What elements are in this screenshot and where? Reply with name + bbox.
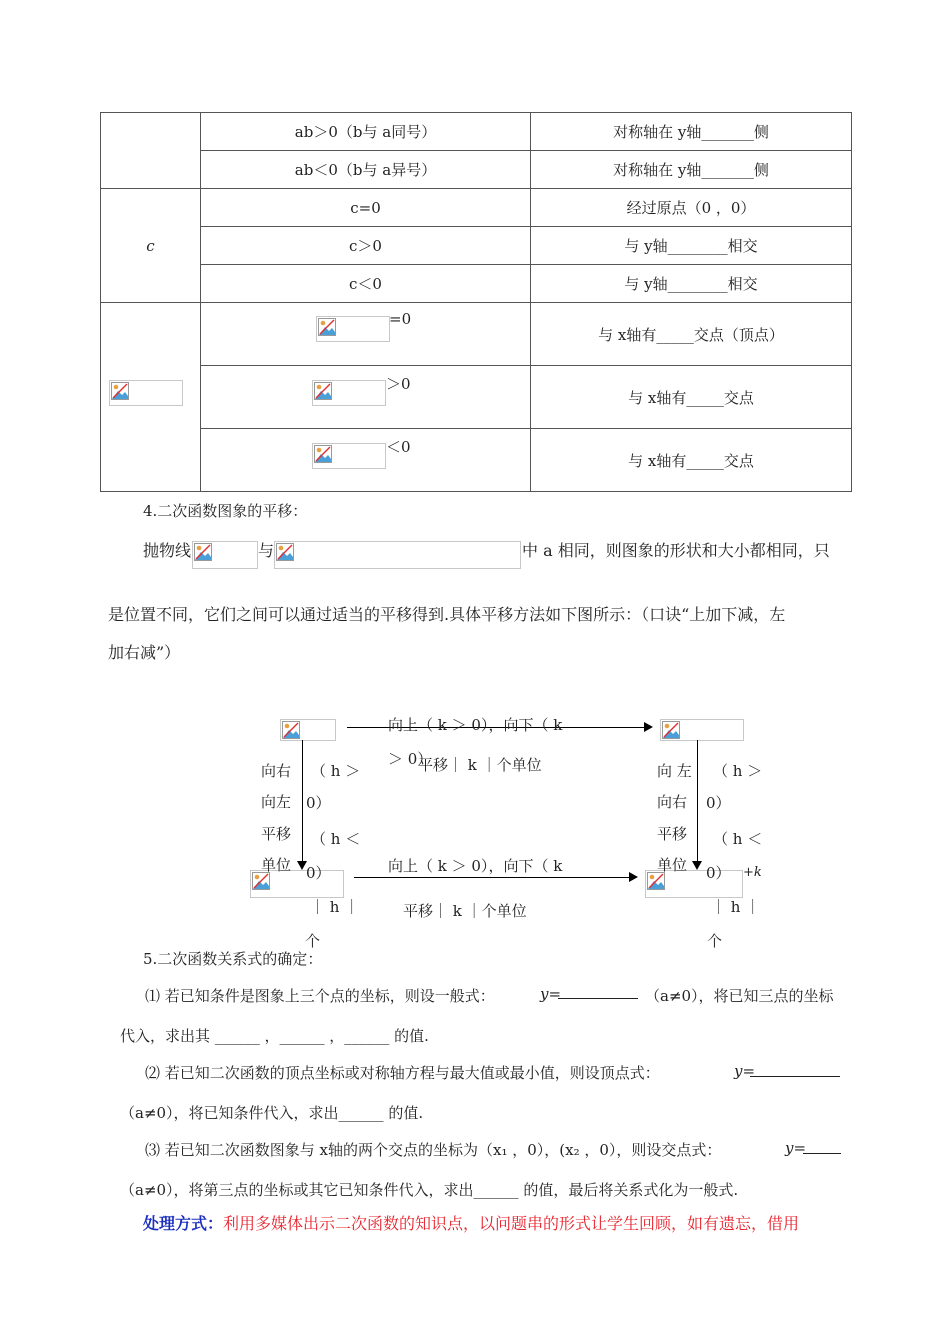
paragraph-text: 代入，求出其 ______ ，______ ，______ 的值. <box>120 1027 429 1045</box>
side-label: （ h ＜ <box>713 830 763 848</box>
table-cell: 对称轴在 y轴_______侧 <box>531 113 852 151</box>
formula-image <box>316 316 390 342</box>
broken-image-icon <box>276 543 294 561</box>
side-label: 平移 <box>657 825 688 843</box>
side-label: 0） <box>306 794 331 812</box>
table-cell: 与 y轴________相交 <box>531 227 852 265</box>
paragraph-text: 与 <box>258 541 275 560</box>
broken-image-icon <box>662 721 680 739</box>
arrow-down <box>697 740 698 862</box>
arrow-label: 向上（ k ＞ 0），向下（ k <box>388 857 563 875</box>
blank-line <box>750 1076 840 1077</box>
side-label: （ h ＜ <box>311 830 361 848</box>
table-cell: 与 y轴________相交 <box>531 265 852 303</box>
arrow-label: ＞ 0） <box>388 750 433 768</box>
side-label: （ h ＞ <box>311 762 361 780</box>
table-cell: 与 x轴有_____交点（顶点） <box>531 303 852 366</box>
paragraph-text: 抛物线 <box>143 541 192 560</box>
side-label: +k <box>743 865 762 880</box>
table-cell-empty <box>101 113 201 189</box>
table-cell: c＜0 <box>201 265 531 303</box>
broken-image-icon <box>194 543 212 561</box>
paragraph-text: ⑵ 若已知二次函数的顶点坐标或对称轴方程与最大值或最小值，则设顶点式： <box>145 1064 660 1082</box>
paragraph-text: 是位置不同，它们之间可以通过适当的平移得到.具体平移方法如下图所示：（口诀“上加下减，左 <box>108 605 786 624</box>
side-label: 0） <box>706 794 731 812</box>
condition-suffix: =0 <box>389 310 412 328</box>
table-cell: 与 x轴有_____交点 <box>531 366 852 429</box>
side-label: 向右 <box>261 762 292 780</box>
broken-image-icon <box>314 382 332 400</box>
side-label: 个 <box>707 932 723 950</box>
formula-image <box>660 719 744 741</box>
formula-image <box>312 443 386 469</box>
side-label: 0） <box>706 864 731 882</box>
arrowhead <box>692 861 702 870</box>
paragraph-text: y= <box>734 1062 756 1080</box>
side-label: 单位 <box>657 856 688 874</box>
note-text: 利用多媒体出示二次函数的知识点，以问题串的形式让学生回顾，如有遗忘，借用 <box>223 1214 800 1233</box>
formula-image <box>280 719 336 741</box>
arrow-down <box>302 740 303 862</box>
table-cell: ab＜0（b与 a异号） <box>201 151 531 189</box>
side-label: 单位 <box>261 856 292 874</box>
table-cell: 经过原点（0 ，0） <box>531 189 852 227</box>
side-label: 向右 <box>657 793 688 811</box>
side-label: 个 <box>305 932 321 950</box>
condition-suffix: ＞0 <box>386 375 411 393</box>
section-heading: 5.二次函数关系式的确定： <box>143 950 323 968</box>
side-label: 向 左 <box>657 762 692 780</box>
paragraph-text: 加右减”） <box>108 643 181 662</box>
arrow-label: 平移｜ k ｜个单位 <box>418 756 542 774</box>
table-cell: ab＞0（b与 a同号） <box>201 113 531 151</box>
broken-image-icon <box>314 445 332 463</box>
condition-suffix: ＜0 <box>386 438 411 456</box>
side-label: 向左 <box>261 793 292 811</box>
arrow-label: 向上（ k ＞ 0），向下（ k <box>388 716 563 734</box>
paragraph-text: 中 a 相同，则图象的形状和大小都相同，只 <box>522 541 830 560</box>
discriminant-image <box>109 380 183 406</box>
blank-line <box>558 998 638 999</box>
note-label: 处理方式： <box>143 1214 224 1233</box>
table-cell-c: c <box>101 189 201 303</box>
arrowhead <box>629 872 638 882</box>
formula-image <box>192 541 258 569</box>
arrow-label: 平移｜ k ｜个单位 <box>403 902 527 920</box>
table-cell: c=0 <box>201 189 531 227</box>
paragraph-text: ⑶ 若已知二次函数图象与 x轴的两个交点的坐标为（x₁ ，0），(x₂ ，0），则设交点式： <box>145 1141 722 1159</box>
side-label: ｜ h ｜ <box>711 898 761 916</box>
formula-image <box>312 380 386 406</box>
paragraph-text: （a≠0），将第三点的坐标或其它已知条件代入，求出______ 的值，最后将关系式化为一般式. <box>120 1181 739 1199</box>
arrowhead <box>644 722 653 732</box>
properties-table <box>100 112 852 492</box>
paragraph-text: ⑴ 若已知条件是图象上三个点的坐标，则设一般式： <box>145 987 495 1005</box>
blank-line <box>803 1153 841 1154</box>
section-heading: 4.二次函数图象的平移： <box>143 502 308 520</box>
table-cell: 对称轴在 y轴_______侧 <box>531 151 852 189</box>
paragraph-text: y= <box>540 985 562 1003</box>
side-label: 0） <box>306 864 331 882</box>
paragraph-text: （a≠0），将已知条件代入，求出______ 的值. <box>120 1104 424 1122</box>
side-label: ｜ h ｜ <box>310 898 360 916</box>
broken-image-icon <box>318 318 336 336</box>
formula-image <box>274 541 521 569</box>
broken-image-icon <box>282 721 300 739</box>
side-label: 平移 <box>261 825 292 843</box>
table-cell: c＞0 <box>201 227 531 265</box>
broken-image-icon <box>111 382 129 400</box>
side-label: （ h ＞ <box>713 762 763 780</box>
paragraph-text: y= <box>785 1139 807 1157</box>
processing-note <box>143 1211 799 1234</box>
table-cell: 与 x轴有_____交点 <box>531 429 852 492</box>
arrow-right <box>354 877 630 878</box>
paragraph-text: （a≠0），将已知三点的坐标 <box>645 987 834 1005</box>
